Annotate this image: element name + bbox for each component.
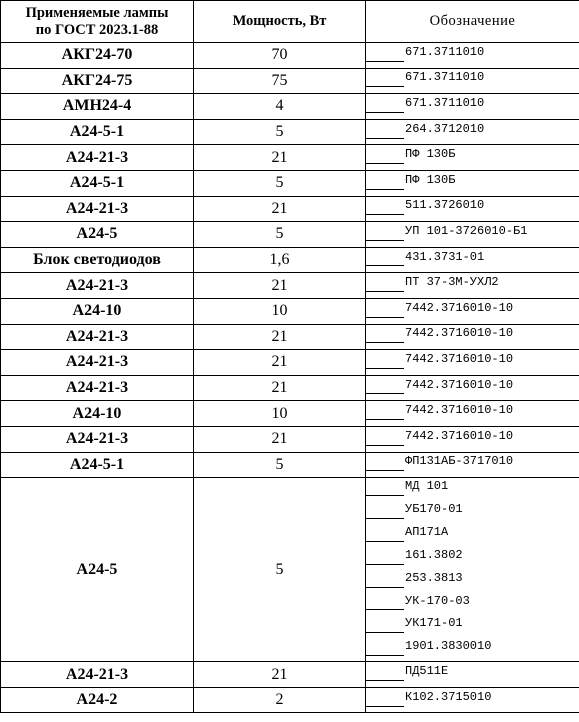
designation-line xyxy=(366,274,579,297)
designation-text: 253.3813 xyxy=(405,570,463,585)
table-row xyxy=(1,145,579,171)
designation-line xyxy=(366,95,579,118)
fill-in-blank xyxy=(366,666,404,681)
power-cell: 5 xyxy=(194,452,366,478)
designation-text: АП171А xyxy=(405,524,449,539)
designation-cell xyxy=(366,273,579,299)
designation-text: 671.3711010 xyxy=(405,70,485,85)
designation-text: 511.3726010 xyxy=(405,198,485,213)
designation-line xyxy=(366,570,579,593)
designation-cell xyxy=(366,350,579,376)
table-row xyxy=(1,222,579,248)
designation-line xyxy=(366,351,579,374)
designation-line xyxy=(366,146,579,169)
power-cell: 1,6 xyxy=(194,247,366,273)
lamp-cell: А24-5-1 xyxy=(1,119,194,145)
table-row xyxy=(1,196,579,222)
designation-line xyxy=(366,121,579,144)
designation-cell xyxy=(366,68,579,94)
power-cell: 21 xyxy=(194,273,366,299)
designation-line xyxy=(366,402,579,425)
power-cell: 5 xyxy=(194,119,366,145)
designation-cell xyxy=(366,196,579,222)
designation-text: 1901.3830010 xyxy=(405,639,492,654)
table-row xyxy=(1,452,579,478)
designation-cell xyxy=(366,43,579,69)
fill-in-blank xyxy=(366,527,404,542)
fill-in-blank xyxy=(366,379,404,394)
fill-in-blank xyxy=(366,405,404,420)
designation-line xyxy=(366,325,579,348)
designation-cell xyxy=(366,426,579,452)
header-lamp xyxy=(1,1,194,43)
fill-in-blank xyxy=(366,595,404,610)
designation-cell xyxy=(366,170,579,196)
power-cell: 70 xyxy=(194,43,366,69)
designation-text: ФП131АБ-3717010 xyxy=(405,454,514,469)
lamp-cell: А24-21-3 xyxy=(1,426,194,452)
table-row xyxy=(1,478,579,662)
designation-text: 7442.3716010-10 xyxy=(405,300,514,315)
designation-cell xyxy=(366,222,579,248)
fill-in-blank xyxy=(366,618,404,633)
table-row xyxy=(1,94,579,120)
designation-line xyxy=(366,689,579,712)
table-row xyxy=(1,298,579,324)
table-row xyxy=(1,401,579,427)
designation-cell xyxy=(366,145,579,171)
fill-in-blank xyxy=(366,303,404,318)
designation-text: МД 101 xyxy=(405,479,449,494)
designation-text: 671.3711010 xyxy=(405,96,485,111)
fill-in-blank xyxy=(366,98,404,113)
designation-line xyxy=(366,501,579,524)
designation-cell xyxy=(366,687,579,713)
lamp-cell: А24-5-1 xyxy=(1,170,194,196)
designation-line xyxy=(366,524,579,547)
table-row xyxy=(1,350,579,376)
lamp-cell: А24-21-3 xyxy=(1,350,194,376)
lamp-cell: Блок светодиодов xyxy=(1,247,194,273)
power-cell: 21 xyxy=(194,426,366,452)
fill-in-blank xyxy=(366,72,404,87)
power-cell: 5 xyxy=(194,170,366,196)
designation-cell xyxy=(366,478,579,662)
power-cell: 10 xyxy=(194,298,366,324)
designation-line xyxy=(366,197,579,220)
fill-in-blank xyxy=(366,328,404,343)
fill-in-blank xyxy=(366,431,404,446)
designation-cell xyxy=(366,662,579,688)
lamp-cell: А24-5-1 xyxy=(1,452,194,478)
designation-text: 7442.3716010-10 xyxy=(405,377,514,392)
designation-text: ПФ 130Б xyxy=(405,147,456,162)
power-cell: 21 xyxy=(194,662,366,688)
designation-line xyxy=(366,249,579,272)
designation-text: УК-170-03 xyxy=(405,593,470,608)
table-row xyxy=(1,324,579,350)
lamp-cell: АКГ24-75 xyxy=(1,68,194,94)
designation-text: ПД511Е xyxy=(405,664,449,679)
designation-line xyxy=(366,453,579,476)
lamp-cell: А24-5 xyxy=(1,478,194,662)
header-power: Мощность, Вт xyxy=(194,1,366,43)
table-row xyxy=(1,273,579,299)
fill-in-blank xyxy=(366,354,404,369)
designation-line xyxy=(366,172,579,195)
table-row xyxy=(1,687,579,713)
fill-in-blank xyxy=(366,573,404,588)
power-cell: 10 xyxy=(194,401,366,427)
designation-text: 161.3802 xyxy=(405,547,463,562)
designation-line xyxy=(366,300,579,323)
designation-text: 671.3711010 xyxy=(405,44,485,59)
fill-in-blank xyxy=(366,504,404,519)
lamp-cell: А24-21-3 xyxy=(1,662,194,688)
designation-line xyxy=(366,69,579,92)
lamp-cell: А24-21-3 xyxy=(1,324,194,350)
table-body xyxy=(1,43,579,713)
fill-in-blank xyxy=(366,124,404,139)
header-lamp-text: Применяемые лампы по ГОСТ 2023.1-88 xyxy=(25,4,169,38)
designation-text: ПТ 37-3М-УХЛ2 xyxy=(405,275,499,290)
designation-text: УП 101-3726010-Б1 xyxy=(405,223,528,238)
designation-line xyxy=(366,223,579,246)
header-designation: Обозначение xyxy=(366,1,579,43)
designation-line xyxy=(366,593,579,616)
lamp-cell: А24-5 xyxy=(1,222,194,248)
lamp-cell: АКГ24-70 xyxy=(1,43,194,69)
designation-text: 7442.3716010-10 xyxy=(405,403,514,418)
designation-line xyxy=(366,478,579,501)
table-row xyxy=(1,43,579,69)
designation-line xyxy=(366,44,579,67)
designation-line xyxy=(366,377,579,400)
power-cell: 21 xyxy=(194,350,366,376)
power-cell: 21 xyxy=(194,375,366,401)
header-row xyxy=(1,1,579,43)
table-row xyxy=(1,375,579,401)
lamp-cell: А24-2 xyxy=(1,687,194,713)
power-cell: 21 xyxy=(194,145,366,171)
table-row xyxy=(1,426,579,452)
designation-cell xyxy=(366,375,579,401)
designation-cell xyxy=(366,247,579,273)
lamp-cell: А24-21-3 xyxy=(1,196,194,222)
designation-text: 7442.3716010-10 xyxy=(405,351,514,366)
lamp-cell: А24-10 xyxy=(1,298,194,324)
fill-in-blank xyxy=(366,550,404,565)
table-row xyxy=(1,170,579,196)
designation-text: К102.3715010 xyxy=(405,689,492,704)
table-row xyxy=(1,247,579,273)
designation-text: 7442.3716010-10 xyxy=(405,326,514,341)
fill-in-blank xyxy=(366,692,404,707)
table-row xyxy=(1,662,579,688)
designation-line xyxy=(366,547,579,570)
power-cell: 5 xyxy=(194,222,366,248)
power-cell: 5 xyxy=(194,478,366,662)
fill-in-blank xyxy=(366,149,404,164)
power-cell: 4 xyxy=(194,94,366,120)
power-cell: 21 xyxy=(194,196,366,222)
designation-line xyxy=(366,638,579,661)
fill-in-blank xyxy=(366,251,404,266)
power-cell: 75 xyxy=(194,68,366,94)
designation-text: 431.3731-01 xyxy=(405,249,485,264)
designation-cell xyxy=(366,119,579,145)
lamp-cell: АМН24-4 xyxy=(1,94,194,120)
designation-cell xyxy=(366,401,579,427)
designation-text: 264.3712010 xyxy=(405,121,485,136)
designation-cell xyxy=(366,452,579,478)
fill-in-blank xyxy=(366,641,404,656)
fill-in-blank xyxy=(366,200,404,215)
designation-cell xyxy=(366,324,579,350)
lamp-cell: А24-21-3 xyxy=(1,145,194,171)
fill-in-blank xyxy=(366,226,404,241)
designation-line xyxy=(366,428,579,451)
power-cell: 2 xyxy=(194,687,366,713)
designation-text: УК171-01 xyxy=(405,616,463,631)
fill-in-blank xyxy=(366,456,404,471)
designation-text: ПФ 130Б xyxy=(405,172,456,187)
designation-text: УБ170-01 xyxy=(405,501,463,516)
lamp-cell: А24-10 xyxy=(1,401,194,427)
designation-line xyxy=(366,663,579,686)
table-row xyxy=(1,68,579,94)
designation-text: 7442.3716010-10 xyxy=(405,428,514,443)
fill-in-blank xyxy=(366,47,404,62)
table-row xyxy=(1,119,579,145)
lamp-cell: А24-21-3 xyxy=(1,273,194,299)
fill-in-blank xyxy=(366,175,404,190)
lamp-cell: А24-21-3 xyxy=(1,375,194,401)
fill-in-blank xyxy=(366,277,404,292)
designation-cell xyxy=(366,298,579,324)
fill-in-blank xyxy=(366,481,404,496)
power-cell: 21 xyxy=(194,324,366,350)
designation-cell xyxy=(366,94,579,120)
